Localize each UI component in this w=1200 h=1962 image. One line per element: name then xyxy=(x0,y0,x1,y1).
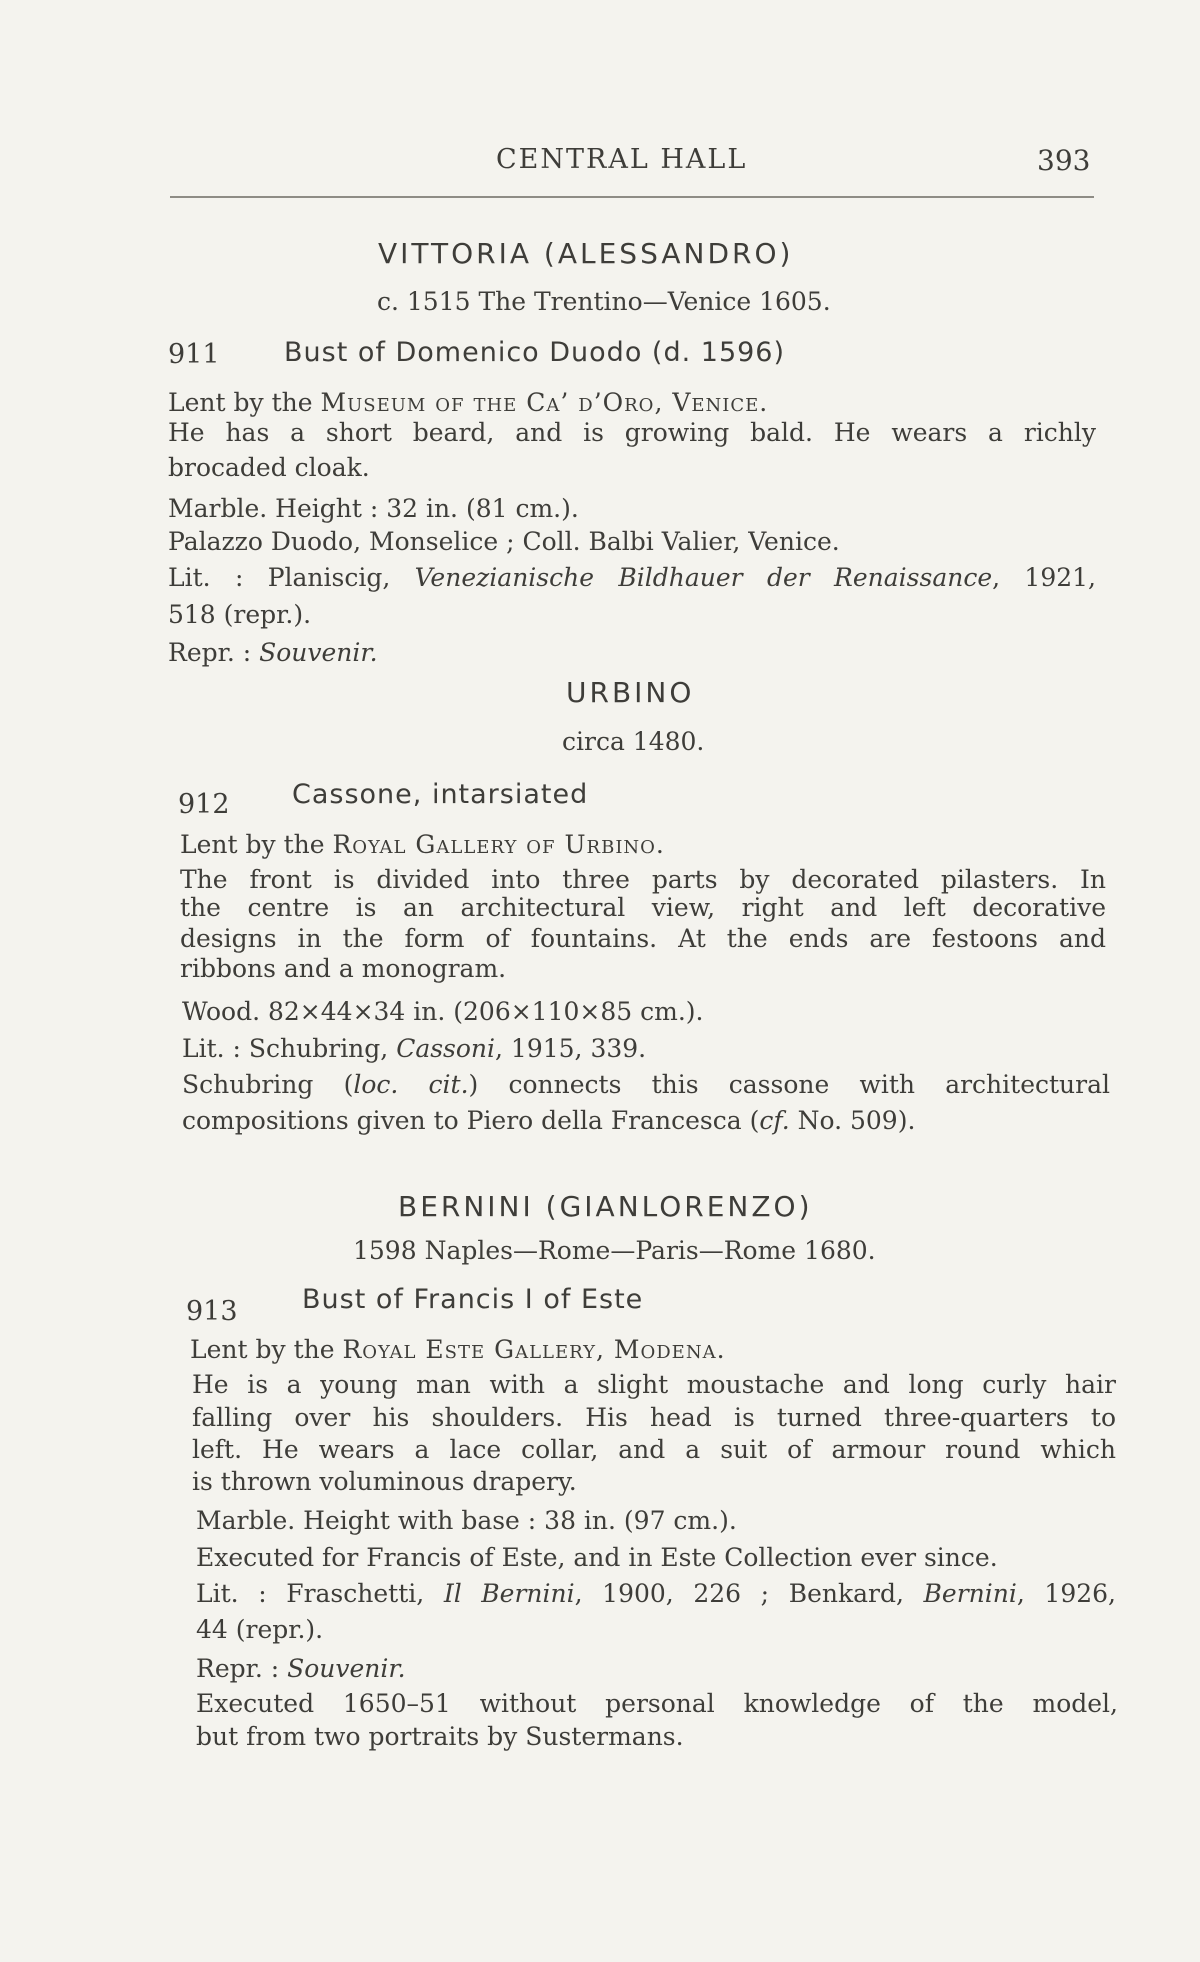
repr-work: Souvenir. xyxy=(259,638,378,667)
lit-work: Cassoni xyxy=(396,1034,496,1063)
note-text: ) connects this cassone with architectural xyxy=(468,1070,1110,1099)
note-text: Schubring ( xyxy=(182,1070,354,1099)
description-line: The front is divided into three parts by decorated pilasters. In xyxy=(180,865,1106,894)
lit-text: , 1926, xyxy=(1016,1579,1116,1608)
note-line: but from two portraits by Sustermans. xyxy=(196,1722,684,1751)
lent-prefix: Lent by the xyxy=(168,388,321,417)
literature-line xyxy=(168,563,1096,593)
work-title: Cassone, intarsiated xyxy=(292,779,589,810)
note-italic: loc. cit. xyxy=(353,1070,469,1099)
artist-dates: 1598 Naples—Rome—Paris—Rome 1680. xyxy=(353,1236,876,1265)
catalogue-number: 912 xyxy=(178,789,230,820)
lit-text: Lit. : Fraschetti, xyxy=(196,1579,444,1608)
artist-dates: c. 1515 The Trentino—Venice 1605. xyxy=(377,287,831,316)
material-line: Marble. Height : 32 in. (81 cm.). xyxy=(168,494,579,523)
lit-text: , 1900, 226 ; Benkard, xyxy=(574,1579,924,1608)
reproduction-line xyxy=(196,1654,406,1684)
description-line: ribbons and a monogram. xyxy=(180,954,507,983)
lit-prefix: Lit. : Schubring, xyxy=(182,1034,397,1063)
work-title: Bust of Francis I of Este xyxy=(302,1284,644,1315)
lender-line xyxy=(190,1335,726,1365)
running-title: CENTRAL HALL xyxy=(496,144,748,175)
repr-work: Souvenir. xyxy=(287,1654,406,1683)
lender: Royal Este Gallery, Modena. xyxy=(342,1335,726,1364)
lit-suffix: , 1915, 339. xyxy=(495,1034,647,1063)
literature-line: 518 (repr.). xyxy=(168,600,312,629)
description-line: brocaded cloak. xyxy=(168,453,370,482)
artist-heading: BERNINI (GIANLORENZO) xyxy=(398,1190,813,1223)
description-line: designs in the form of fountains. At the ends are festoons and xyxy=(180,924,1106,953)
lender: Royal Gallery of Urbino. xyxy=(332,830,665,859)
provenance-line: Palazzo Duodo, Monselice ; Coll. Balbi Valier, Venice. xyxy=(168,527,840,556)
note-italic: cf. xyxy=(759,1106,790,1135)
literature-line: 44 (repr.). xyxy=(196,1615,324,1644)
lent-prefix: Lent by the xyxy=(180,830,333,859)
lent-prefix: Lent by the xyxy=(190,1335,343,1364)
catalogue-number: 911 xyxy=(168,339,220,370)
literature-line xyxy=(196,1579,1116,1609)
artist-heading: VITTORIA (ALESSANDRO) xyxy=(378,237,794,270)
description-line: the centre is an architectural view, right and left decorative xyxy=(180,893,1106,922)
lender-line xyxy=(180,830,665,860)
description-line: He is a young man with a slight moustache and long curly hair xyxy=(192,1370,1116,1399)
lit-work: Bernini xyxy=(923,1579,1017,1608)
lender-line xyxy=(168,388,768,418)
note-text: No. 509). xyxy=(789,1106,916,1135)
artist-heading: URBINO xyxy=(566,676,695,709)
repr-prefix: Repr. : xyxy=(196,1654,288,1683)
reproduction-line xyxy=(168,638,378,668)
header-rule xyxy=(170,196,1094,198)
catalogue-number: 913 xyxy=(186,1296,238,1327)
note-line xyxy=(182,1106,915,1136)
lit-work: Venezianische Bildhauer der Renaissance xyxy=(414,563,993,592)
lit-prefix: Lit. : Planiscig, xyxy=(168,563,415,592)
literature-line xyxy=(182,1034,646,1064)
lit-work: Il Bernini xyxy=(443,1579,575,1608)
description-line: left. He wears a lace collar, and a suit of armour round which xyxy=(192,1435,1116,1464)
note-line: Executed 1650–51 without personal knowledge of the model, xyxy=(196,1689,1118,1718)
artist-dates: circa 1480. xyxy=(562,727,705,756)
page-number: 393 xyxy=(1037,144,1091,177)
description-line: falling over his shoulders. His head is turned three-quarters to xyxy=(192,1403,1116,1432)
material-line: Marble. Height with base : 38 in. (97 cm.). xyxy=(196,1506,737,1535)
note-text: compositions given to Piero della Francesca ( xyxy=(182,1106,760,1135)
description-line: He has a short beard, and is growing bald. He wears a richly xyxy=(168,418,1096,447)
work-title: Bust of Domenico Duodo (d. 1596) xyxy=(284,337,786,368)
lit-suffix: , 1921, xyxy=(992,563,1096,592)
lender: Museum of the Ca’ d’Oro, Venice. xyxy=(320,388,769,417)
description-line: is thrown voluminous drapery. xyxy=(192,1467,577,1496)
repr-prefix: Repr. : xyxy=(168,638,260,667)
material-line: Wood. 82×44×34 in. (206×110×85 cm.). xyxy=(182,997,704,1026)
note-line xyxy=(182,1070,1110,1100)
provenance-line: Executed for Francis of Este, and in Este Collection ever since. xyxy=(196,1543,998,1572)
